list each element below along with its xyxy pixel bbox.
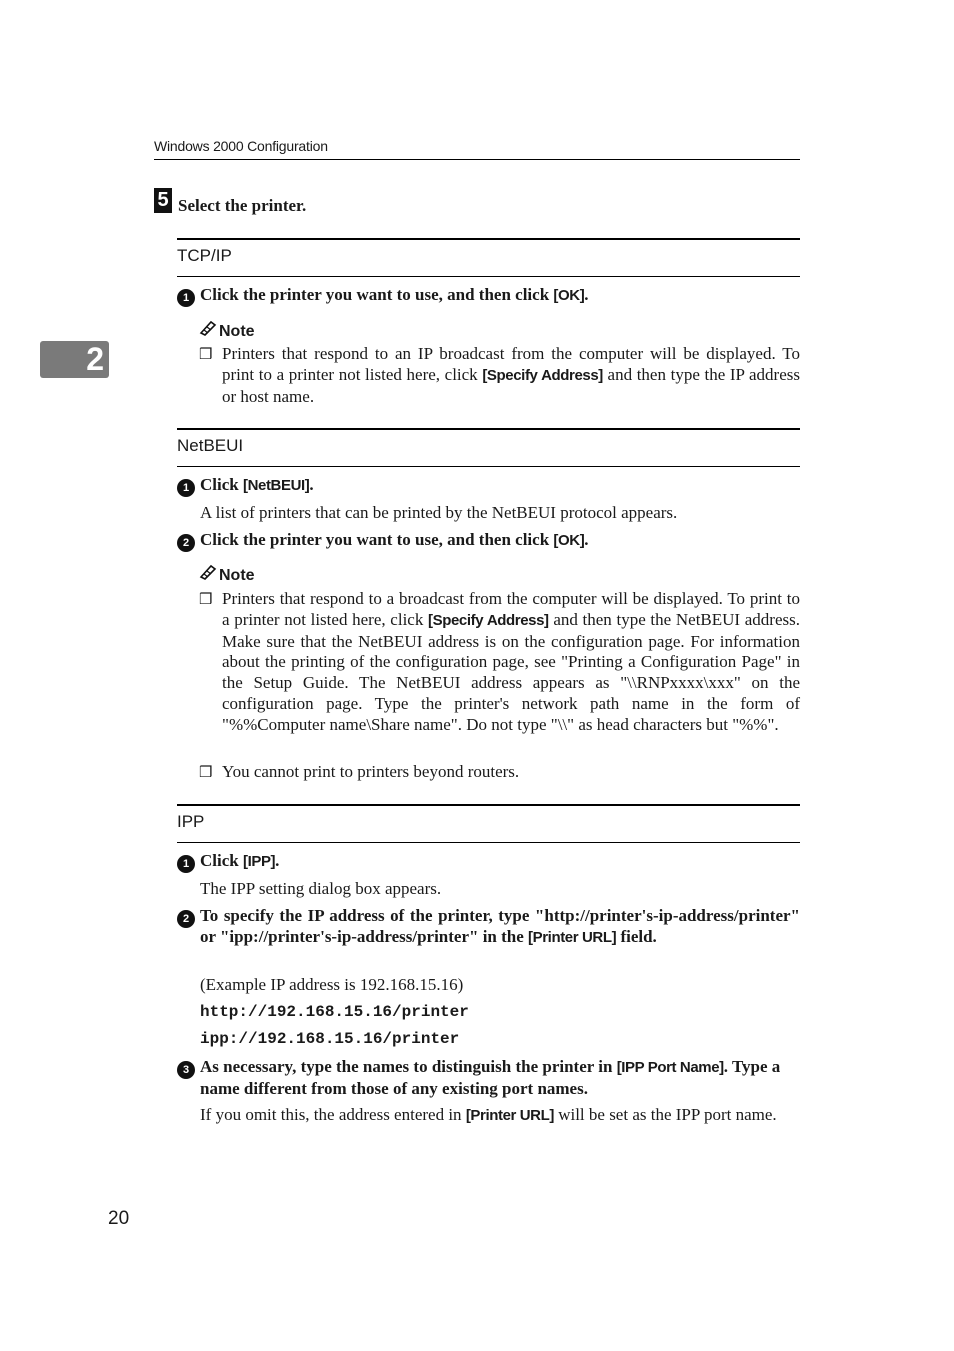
substep-description: The IPP setting dialog box appears. [200,879,442,898]
substep-instruction: Click [IPP]. [200,851,280,870]
substep-number: 2 [177,534,195,552]
step-number-badge: 5 [154,188,172,213]
example-note: (Example IP address is 192.168.15.16) [200,975,464,994]
pencil-icon [199,320,219,341]
running-header: Windows 2000 Configuration [154,138,328,154]
substep-number: 2 [177,910,195,928]
section-rule-top [177,428,800,430]
substep-description: If you omit this, the address entered in [Printer URL] will be set as the IPP port name. [200,1105,777,1124]
section-rule-bottom [177,466,800,467]
section-title-ipp: IPP [177,812,205,831]
example-url-http: http://192.168.15.16/printer [200,1003,469,1021]
substep-number: 1 [177,855,195,873]
substep-instruction: Click the printer you want to use, and then click [OK]. [200,285,589,304]
note-item: Printers that respond to a broadcast from the computer will be displayed. To print to a printer not listed here, click [Specify Address] and then type the NetBEUI address. Make sure that the NetBEUI address is on the configuration page. For information about the printing of the configuration page, see "Printing a Configuration Page" in the Setup Guide. The NetBEUI address appears as "\\RNPxxxx\xxx" on the configuration page. Type the printer's network path name in the form of "%%Computer name\Share name". Do not type "\\" as head characters but "%%". [222,589,800,734]
example-url-ipp: ipp://192.168.15.16/printer [200,1030,460,1048]
bullet-icon: ❒ [199,592,213,608]
note-heading: Note [199,564,255,585]
substep-instruction: To specify the IP address of the printer, type "http://printer's-ip-address/printer" or "ipp://printer's-ip-address/printer" in the [Printer URL] field. [200,906,800,946]
section-rule-top [177,804,800,806]
bullet-icon: ❒ [199,347,213,363]
section-rule-bottom [177,842,800,843]
note-item: You cannot print to printers beyond routers. [222,762,520,781]
chapter-tab: 2 [40,341,109,378]
substep-description: A list of printers that can be printed by the NetBEUI protocol appears. [200,503,678,522]
substep-number: 1 [177,289,195,307]
section-rule-top [177,238,800,240]
note-item: Printers that respond to an IP broadcast from the computer will be displayed. To print to a printer not listed here, click [Specify Address] and then type the IP address or host name. [222,344,800,406]
substep-instruction: Click [NetBEUI]. [200,475,314,494]
pencil-icon [199,564,219,585]
section-title-tcpip: TCP/IP [177,246,232,265]
substep-instruction: As necessary, type the names to distinguish the printer in [IPP Port Name]. Type a name different from those of any existing port names. [200,1057,781,1098]
substep-number: 3 [177,1061,195,1079]
header-rule [154,159,800,160]
bullet-icon: ❒ [199,765,213,781]
page-number: 20 [108,1208,130,1229]
note-heading: Note [199,320,255,341]
substep-instruction: Click the printer you want to use, and then click [OK]. [200,530,589,549]
step-instruction: Select the printer. [178,196,307,215]
section-title-netbeui: NetBEUI [177,436,244,455]
substep-number: 1 [177,479,195,497]
section-rule-bottom [177,276,800,277]
